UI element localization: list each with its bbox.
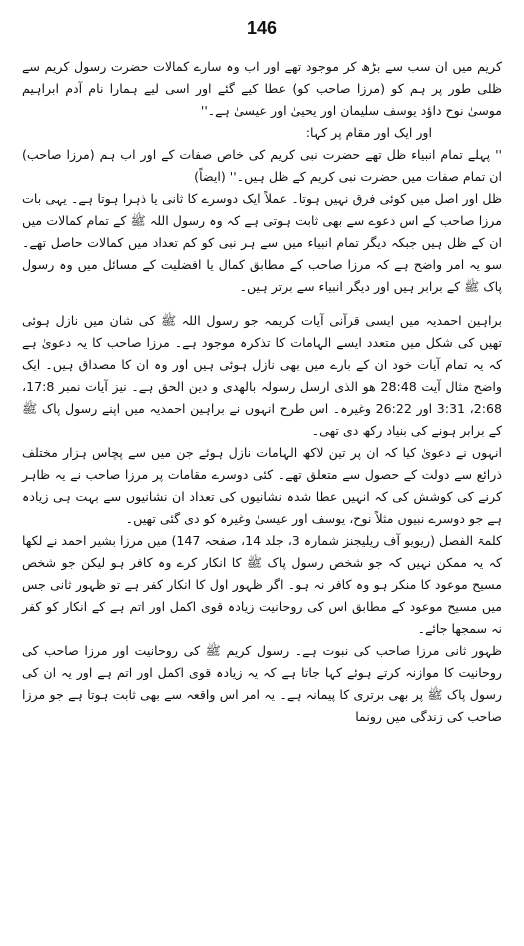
body-text xyxy=(22,56,502,728)
paragraph-gap xyxy=(22,298,502,310)
paragraph-5: براہین احمدیہ میں ایسی قرآنی آیات کریمہ جو رسول اللہ ﷺ کی شان میں نازل ہوئی تھیں کی شکل میں متعدد ایسے الہامات کا تذکرہ موجود ہے۔ مرزا صاحب کا یہ دعویٰ ہے کہ یہ تمام آیات خود ان کے بارے میں بھی نازل ہوئی ہیں اور وہ ان کا مصداق ہیں۔ ایک واضح مثال آیت 28:48 ھو الذی ارسل رسولہ بالھدی و دین الحق ہے۔ نیز آیات نمبر 17:8، 2:68، 3:31 اور 26:22 وغیرہ۔ اس طرح انہوں نے براہین احمدیہ میں اپنے رسول پاک ﷺ کے برابر ہونے کی بنیاد رکھ دی تھی۔ xyxy=(22,313,503,438)
paragraph-4: ظل اور اصل میں کوئی فرق نہیں ہوتا۔ عملاً ایک دوسرے کا ثانی یا ذہرا ہوتا ہے۔ یہی بات مرزا صاحب کے اس دعوے سے بھی ثابت ہوتی ہے کہ وہ رسول اللہ ﷺ کے تمام کمالات میں ان کے ظل ہیں جبکہ دیگر تمام انبیاء میں سے ہر نبی کو کم تعداد میں کمالات حاصل تھے۔ سو یہ امر واضح ہے کہ مرزا صاحب کے مطابق کمال یا افضلیت کے مسائل میں وہ رسول پاک ﷺ کے برابر ہیں اور دیگر انبیاء سے برتر ہیں۔ xyxy=(22,191,502,294)
paragraph-8: ظہور ثانی مرزا صاحب کی نبوت ہے۔ رسول کریم ﷺ کی روحانیت اور مرزا صاحب کی روحانیت کا موازنہ کرتے ہوئے کہا جاتا ہے کہ یہ زیادہ قوی اکمل اور اتم ہے اور یہ ان کی رسول پاک ﷺ پر بھی برتری کا پیمانہ ہے۔ یہ امر اس واقعہ سے بھی ثابت ہوتا ہے جو مرزا صاحب کی زندگی میں رونما xyxy=(22,643,502,724)
paragraph-3-quote: '' پہلے تمام انبیاء ظل تھے حضرت نبی کریم کی خاص صفات کے اور اب ہم (مرزا صاحب) ان تمام صفات میں حضرت نبی کریم کے ظل ہیں۔'' (ایضاً) xyxy=(22,147,502,184)
paragraph-6: انہوں نے دعویٰ کیا کہ ان پر تین لاکھ الہامات نازل ہوئے جن میں سے پچاس ہزار مختلف ذرائع سے دولت کے حصول سے متعلق تھے۔ کئی دوسرے مقامات پر مرزا صاحب نے یہ ظاہر کرنے کی کوشش کی کہ انہیں عطا شدہ نشانیوں کی تعداد ان نشانیوں سے بہت ہی زیادہ ہے جو دوسرے نبیوں مثلاً نوح، یوسف اور عیسیٰ وغیرہ کو دی گئی تھیں۔ xyxy=(22,445,502,526)
page-number: 146 xyxy=(246,18,278,38)
paragraph-1: کریم میں ان سب سے بڑھ کر موجود تھے اور اب وہ سارے کمالات حضرت رسول کریم سے ظلی طور پر ہم کو (مرزا صاحب کو) عطا کیے گئے اور اسی لیے ہمارا نام آدم ابراہیم موسیٰ نوح داؤد یوسف سلیمان اور یحییٰ اور عیسیٰ ہے۔'' xyxy=(22,59,502,118)
paragraph-2: اور ایک اور مقام پر کہا: xyxy=(305,125,432,140)
paragraph-7: کلمۃ الفصل (ریویو آف ریلیجنز شمارہ 3، جلد 14، صفحہ 147) میں مرزا بشیر احمد نے لکھا کہ یہ ممکن نہیں کہ جو شخص رسول پاک ﷺ کا انکار کرے وہ کافر ہو لیکن جو شخص مسیح موعود کا منکر ہو وہ کافر نہ ہو۔ اگر ظہور اول کا انکار کفر ہے تو ظہور ثانی جس میں مسیح موعود کے مطابق اس کی روحانیت زیادہ قوی اکمل اور اتم ہے کے انکار کو کفر نہ سمجھا جائے۔ xyxy=(22,533,502,636)
